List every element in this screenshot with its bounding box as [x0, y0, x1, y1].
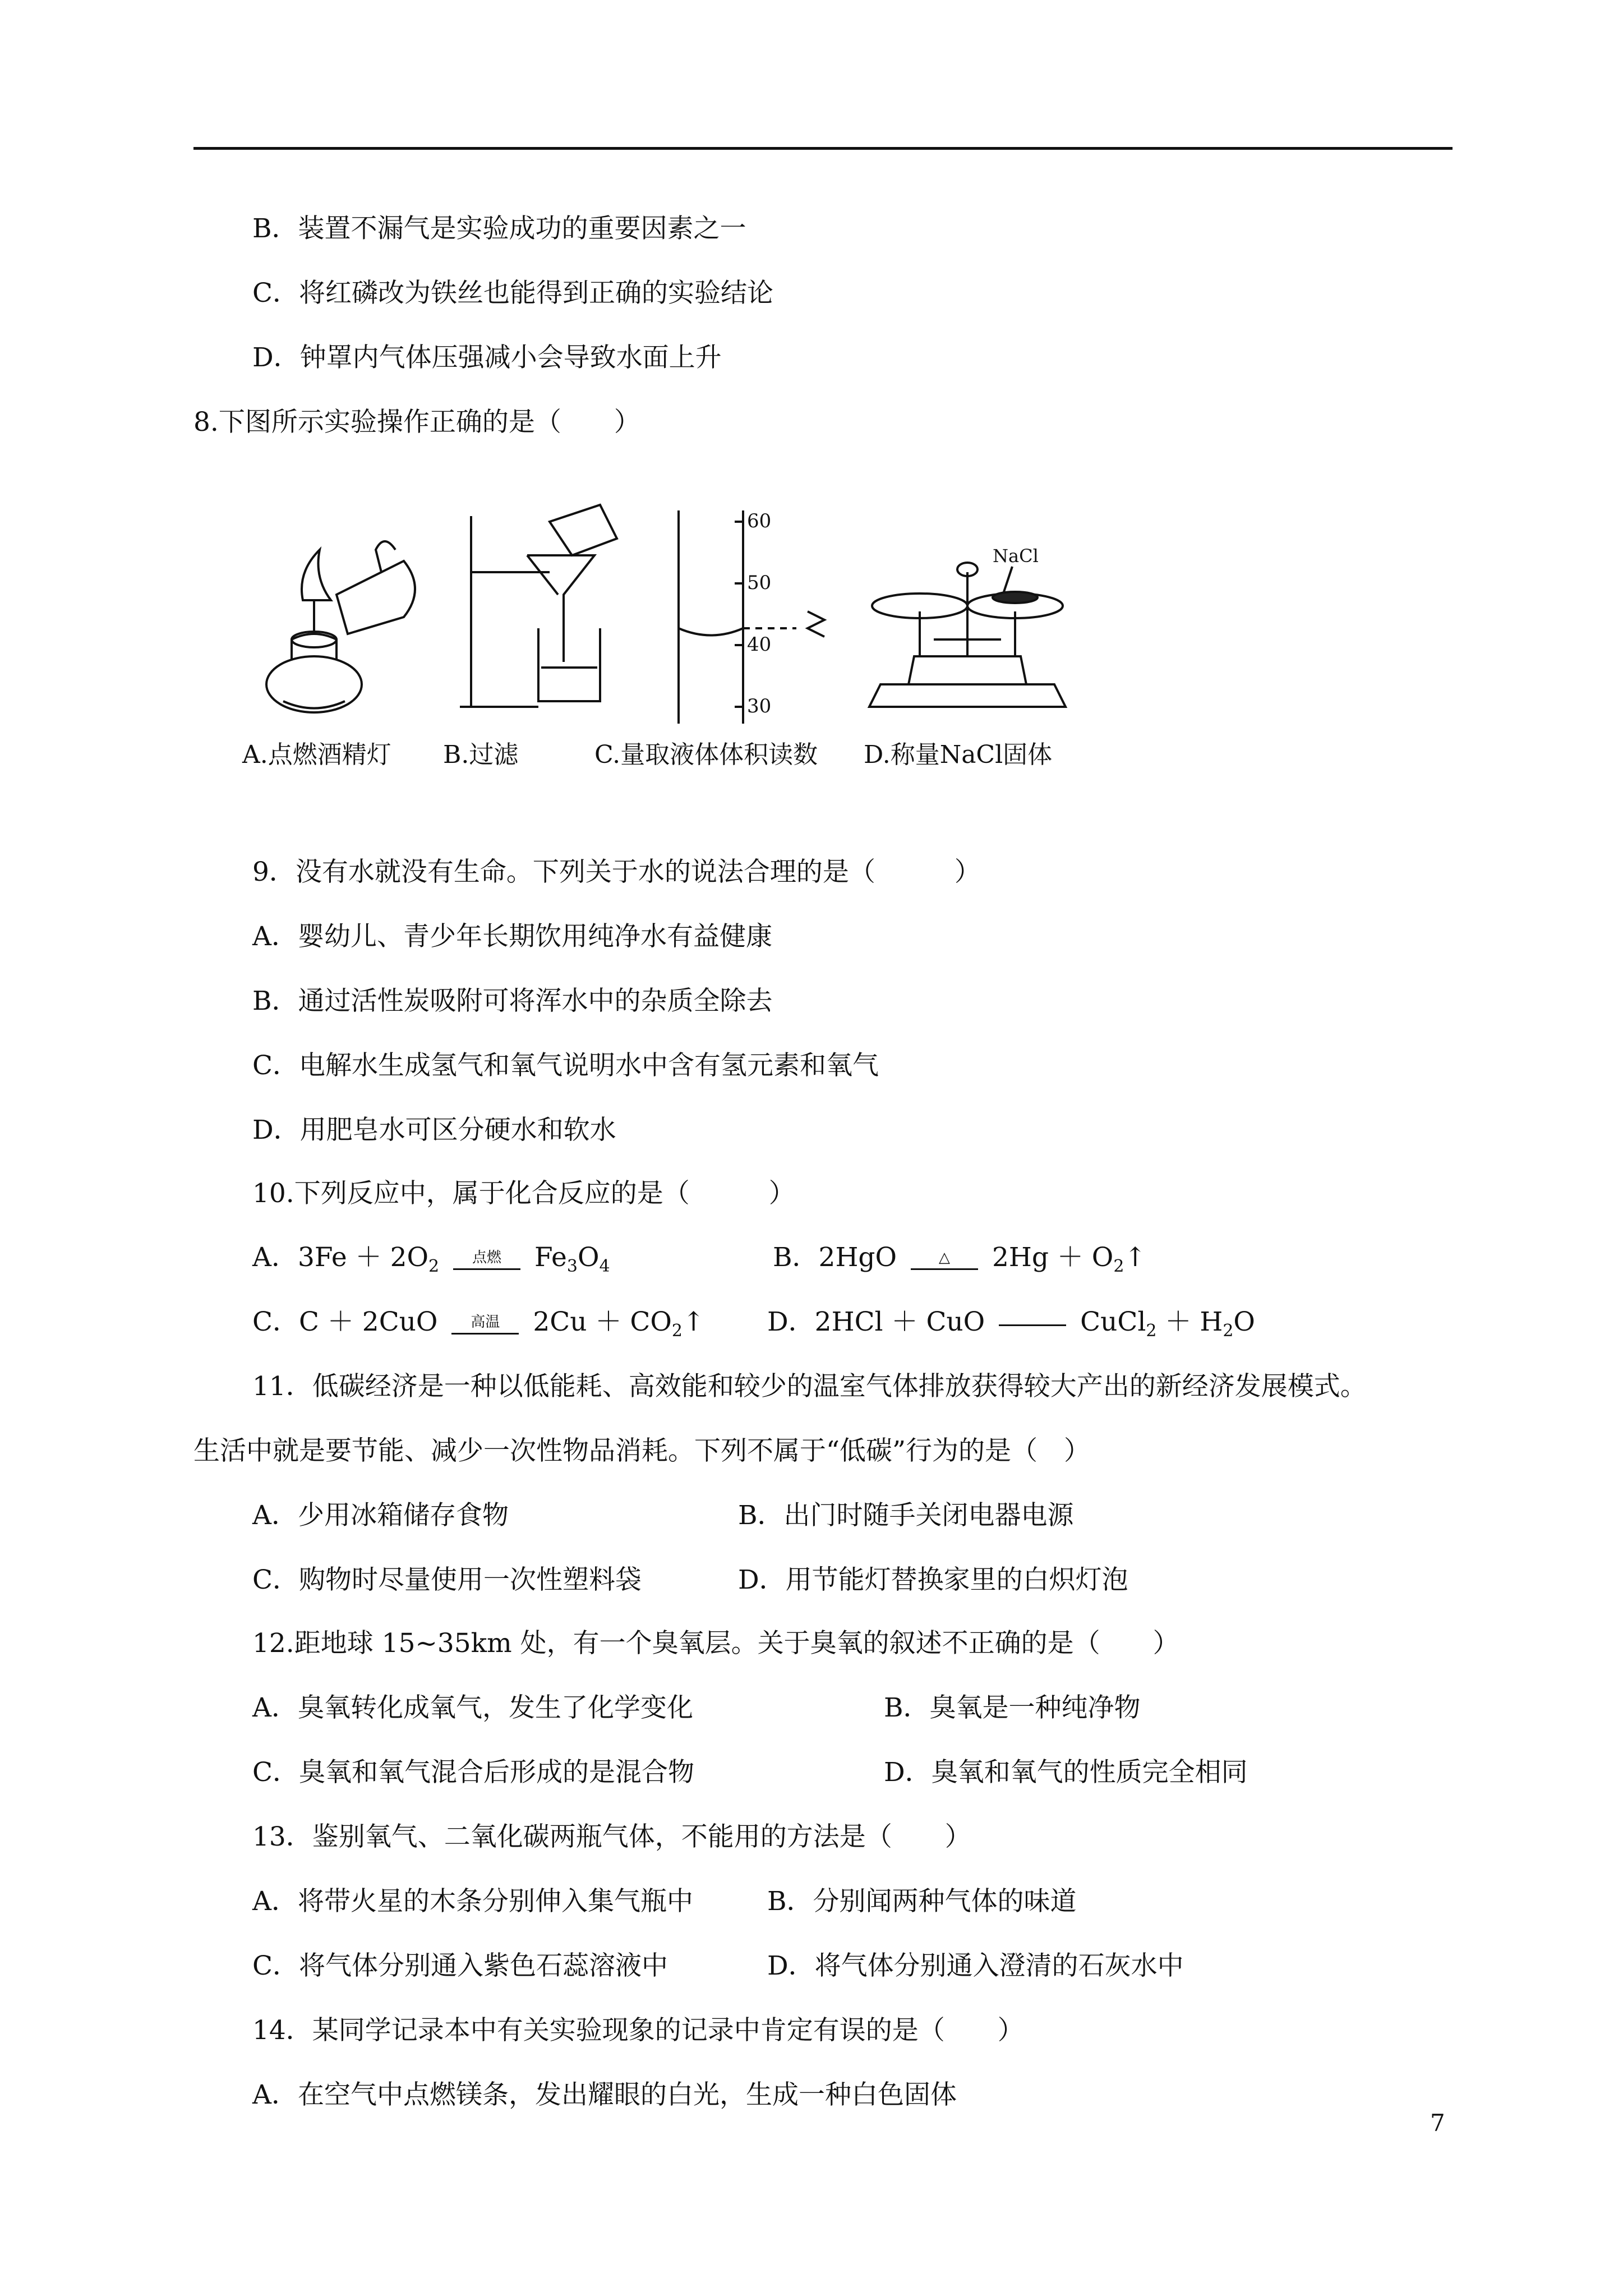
- q9-stem: 9．没有水就没有生命。下列关于水的说法合理的是（ ）: [252, 857, 981, 887]
- gas-arrow-icon: ↑: [682, 1306, 705, 1337]
- q10-option-b: B．2HgO △ $2Hg + O_2↑$: [773, 1242, 1146, 1276]
- caption-c: C.量取液体体积读数: [594, 740, 818, 769]
- q12-stem: 12.距地球 15~35km 处，有一个臭氧层。关于臭氧的叙述不正确的是（ ）: [252, 1628, 1179, 1659]
- gas-arrow-icon: ↑: [1124, 1242, 1146, 1273]
- q9-option-a: A．婴幼儿、青少年长期饮用纯净水有益健康: [252, 921, 772, 952]
- q13-option-d: D．将气体分别通入澄清的石灰水中: [767, 1950, 1184, 1981]
- q7-option-d: D．钟罩内气体压强减小会导致水面上升: [252, 342, 722, 373]
- balance-scale-icon: [869, 563, 1066, 707]
- q8-figure: [236, 499, 1133, 735]
- q11-option-c: C．购物时尽量使用一次性塑料袋: [252, 1565, 642, 1595]
- q8-stem: 8.下图所示实验操作正确的是（ ）: [193, 407, 640, 438]
- q10-option-a: A．$3Fe + 2O_2$ 点燃 $Fe_3O_4$: [252, 1242, 610, 1276]
- q12-option-b: B．臭氧是一种纯净物: [884, 1692, 1141, 1723]
- filtration-apparatus-icon: [460, 505, 617, 707]
- q13-option-a: A．将带火星的木条分别伸入集气瓶中: [252, 1886, 693, 1917]
- q12-option-d: D．臭氧和氧气的性质完全相同: [884, 1757, 1248, 1788]
- cylinder-tick-40: 40: [747, 633, 772, 656]
- q14-stem: 14．某同学记录本中有关实验现象的记录中肯定有误的是（ ）: [252, 2015, 1024, 2046]
- q11-option-d: D．用节能灯替换家里的白炽灯泡: [738, 1565, 1128, 1595]
- q11-option-a: A．少用冰箱储存食物: [252, 1500, 509, 1531]
- q10-option-d: D．2HCl ＋ CuO CuCl$_2$ ＋ $H_2O$: [767, 1306, 1255, 1341]
- q9-option-b: B．通过活性炭吸附可将浑水中的杂质全除去: [252, 986, 773, 1016]
- q11-stem-line1: 11．低碳经济是一种以低能耗、高效能和较少的温室气体排放获得较大产出的新经济发展模式。: [252, 1371, 1367, 1402]
- caption-d: D.称量NaCl固体: [864, 740, 1053, 769]
- q14-option-a: A．在空气中点燃镁条，发出耀眼的白光，生成一种白色固体: [252, 2079, 957, 2110]
- q9-option-d: D．用肥皂水可区分硬水和软水: [252, 1115, 616, 1145]
- reaction-arrow: 点燃: [453, 1249, 520, 1270]
- cylinder-tick-60: 60: [747, 510, 772, 532]
- reaction-arrow: [999, 1322, 1066, 1326]
- q13-option-b: B．分别闻两种气体的味道: [767, 1886, 1077, 1917]
- caption-a: A.点燃酒精灯: [242, 740, 391, 769]
- alcohol-lamp-icon: [266, 541, 415, 712]
- reaction-arrow: △: [911, 1249, 978, 1270]
- q11-option-b: B．出门时随手关闭电器电源: [738, 1500, 1074, 1531]
- q13-stem: 13．鉴别氧气、二氧化碳两瓶气体，不能用的方法是（ ）: [252, 1821, 971, 1852]
- q13-option-c: C．将气体分别通入紫色石蕊溶液中: [252, 1950, 668, 1981]
- q12-option-c: C．臭氧和氧气混合后形成的是混合物: [252, 1757, 694, 1788]
- q7-option-c: C．将红磷改为铁丝也能得到正确的实验结论: [252, 278, 773, 309]
- q9-option-c: C．电解水生成氢气和氧气说明水中含有氢元素和氧气: [252, 1050, 879, 1081]
- balance-nacl-label: NaCl: [993, 545, 1039, 567]
- cylinder-tick-50: 50: [747, 572, 772, 594]
- q10-option-c: C．C ＋ 2CuO 高温 $2Cu + CO_2↑$: [252, 1306, 705, 1341]
- page-number: 7: [1430, 2109, 1445, 2137]
- header-rule: [193, 147, 1453, 150]
- q11-stem-line2: 生活中就是要节能、减少一次性物品消耗。下列不属于“低碳”行为的是（ ）: [193, 1435, 1091, 1466]
- lab-operations-illustration: [236, 499, 1133, 735]
- q10-stem: 10.下列反应中，属于化合反应的是（ ）: [252, 1178, 795, 1209]
- reaction-arrow: 高温: [451, 1314, 519, 1335]
- graduated-cylinder-icon: [679, 510, 824, 724]
- caption-b: B.过滤: [443, 740, 519, 769]
- q12-option-a: A．臭氧转化成氧气，发生了化学变化: [252, 1692, 693, 1723]
- q7-option-b: B．装置不漏气是实验成功的重要因素之一: [252, 213, 746, 244]
- cylinder-tick-30: 30: [747, 695, 772, 717]
